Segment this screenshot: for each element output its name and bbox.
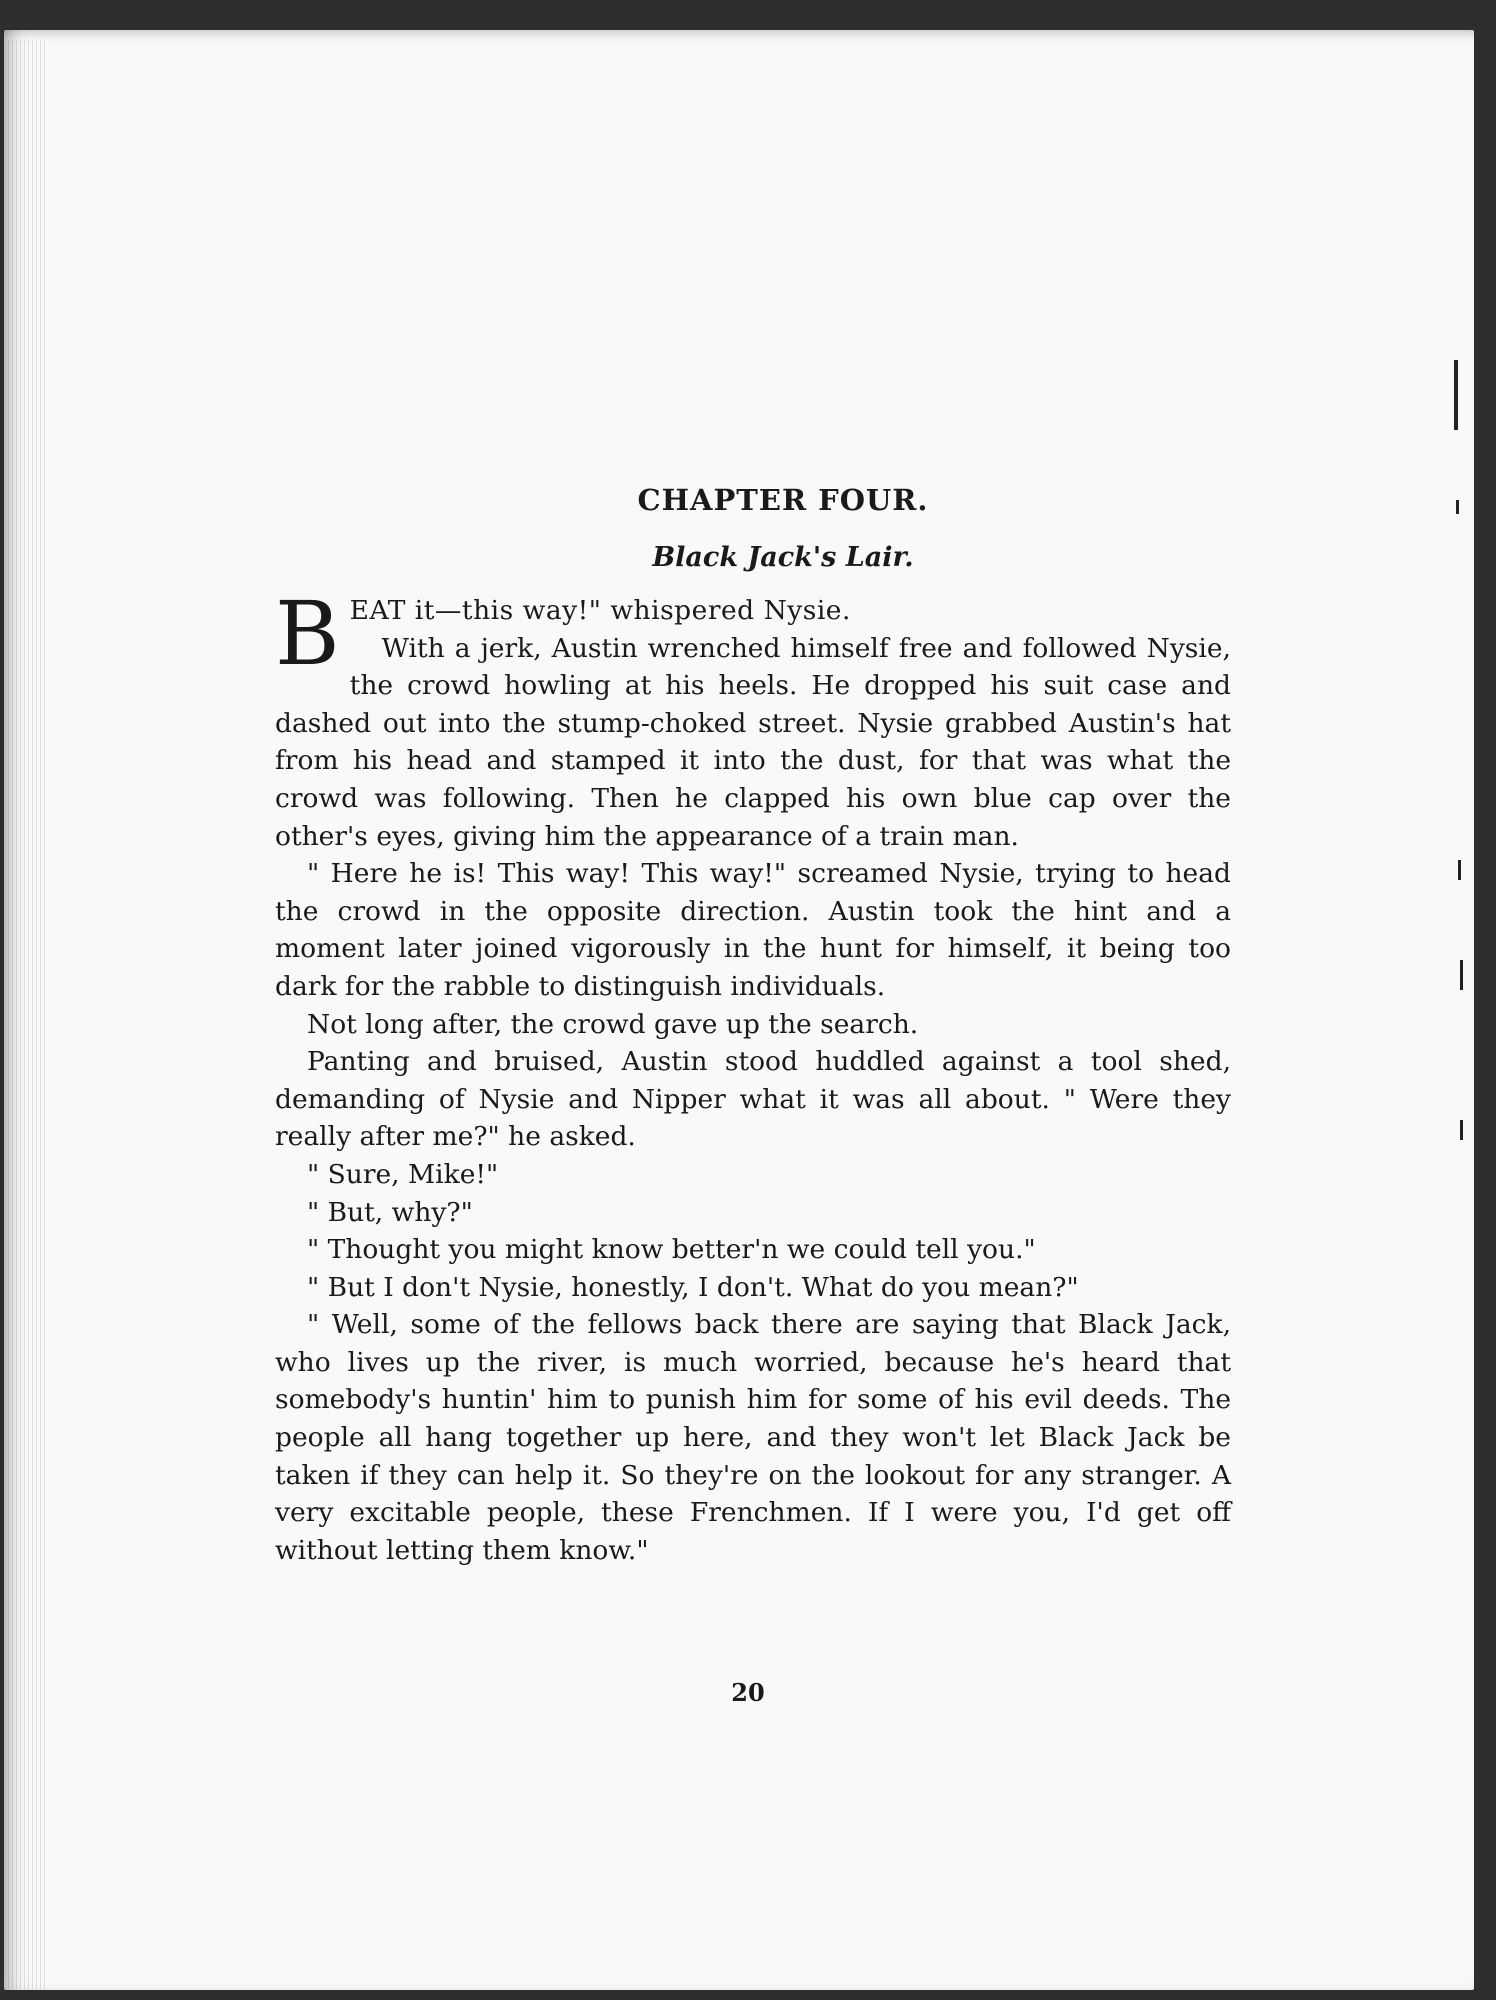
paragraph: Panting and bruised, Austin stood huddled against a tool shed, demanding of Nysie and Nipper what it was all about. " Were they really after me?" he asked. <box>275 1046 1231 1153</box>
paragraph: " But, why?" <box>307 1196 473 1228</box>
binding-marks <box>1448 360 1468 1340</box>
paragraph: " Well, some of the fellows back there are saying that Black Jack, who lives up the river, is much worried, because he's heard that somebody's huntin' him to punish him for some of his evil deeds. The people all hang together up here, and they won't let Black Jack be taken if they can help it. So they're on the lookout for any stranger. A very excitable people, these Frenchmen. If I were you, I'd get off without letting them know." <box>275 1309 1231 1566</box>
page-number: 20 <box>731 1678 765 1707</box>
paragraph: " But I don't Nysie, honestly, I don't. What do you mean?" <box>307 1271 1079 1303</box>
paragraph: With a jerk, Austin wrenched himself free and followed Nysie, the crowd howling at his heels. He dropped his suit case and dashed out into the stump-choked street. Nysie grabbed Austin's hat from his head and stamped it into the dust, for that was what the crowd was following. Then he clapped his own blue cap over the other's eyes, giving him the appearance of a train man. <box>275 632 1231 852</box>
drop-cap: B <box>275 582 340 685</box>
paragraph: Not long after, the crowd gave up the search. <box>307 1008 919 1040</box>
opening-paragraph <box>275 582 1231 685</box>
paragraph: " Sure, Mike!" <box>307 1158 499 1190</box>
paragraph: " Thought you might know better'n we could tell you." <box>307 1234 1036 1266</box>
chapter-subtitle: Black Jack's Lair. <box>652 542 914 573</box>
page-text <box>275 480 1231 1569</box>
opening-line: EAT it—this way!" whispered Nysie. <box>349 595 851 626</box>
paragraph: " Here he is! This way! This way!" screamed Nysie, trying to head the crowd in the opposite direction. Austin took the hint and a moment later joined vigorously in the hunt for himself, it being too dark for the rabble to distinguish individuals. <box>275 858 1231 1002</box>
chapter-title: CHAPTER FOUR. <box>637 483 929 517</box>
